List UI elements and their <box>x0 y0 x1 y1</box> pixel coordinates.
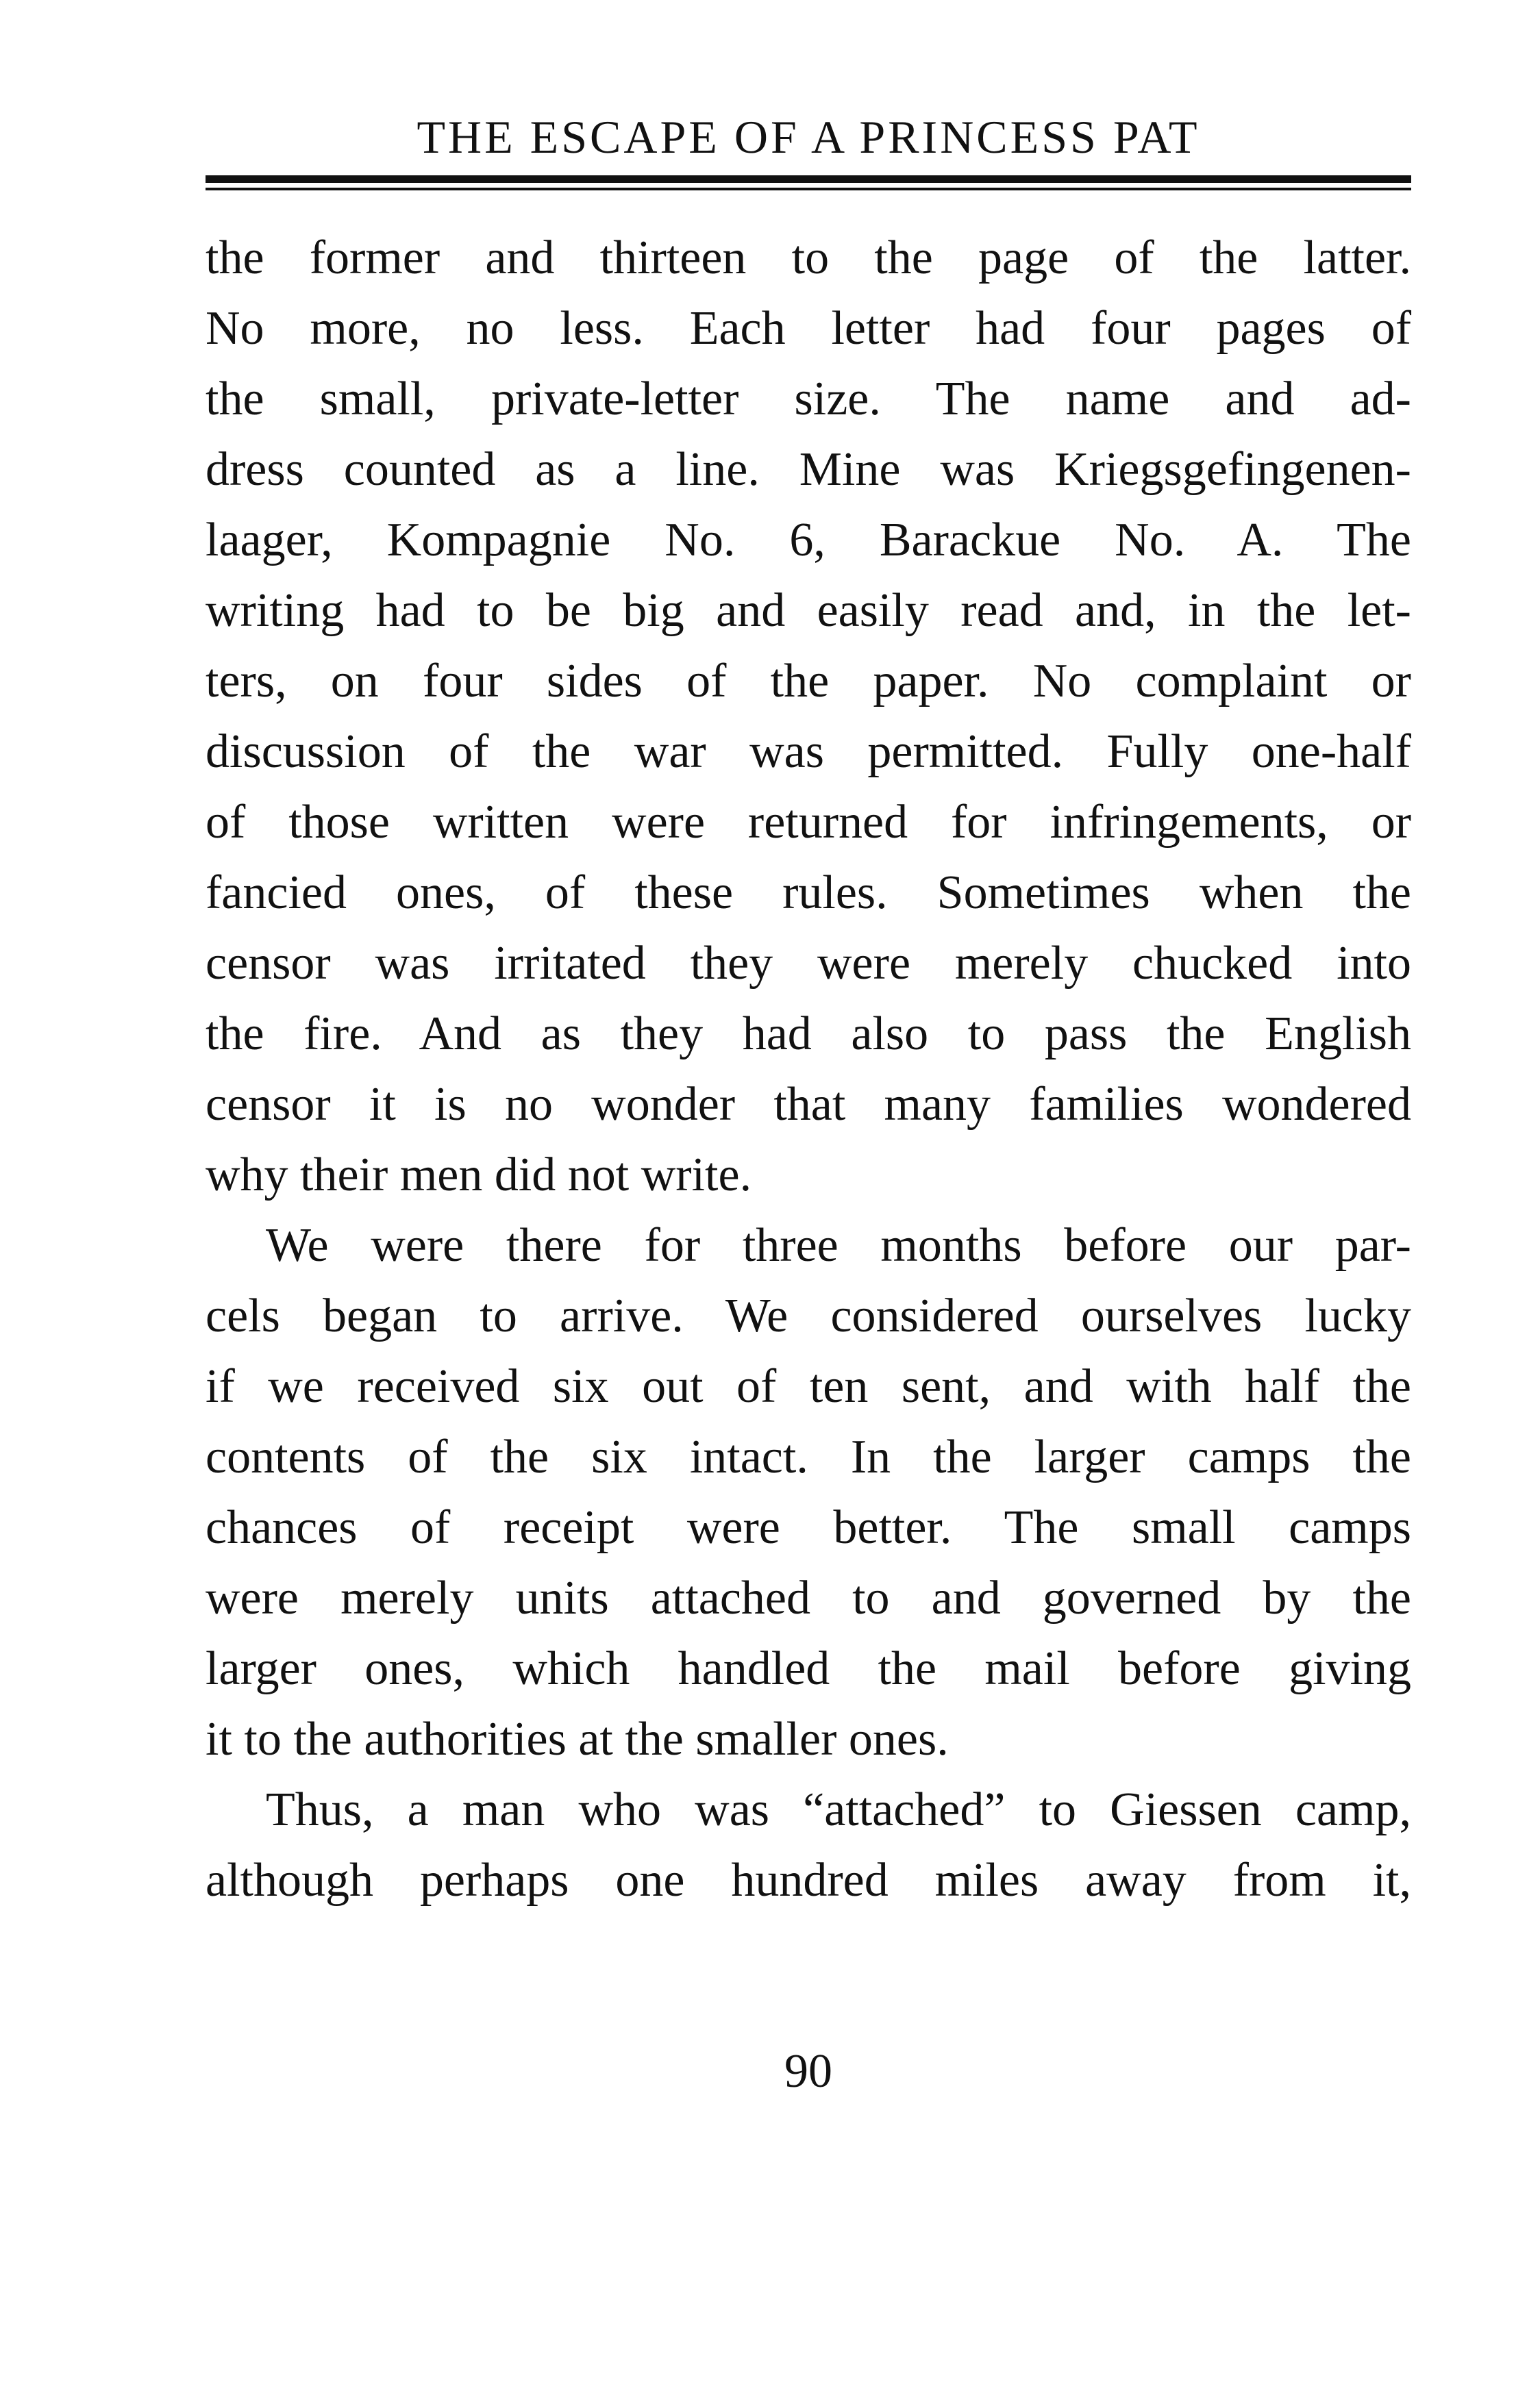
text-line: were merely units attached to and governed by the <box>206 1572 1411 1625</box>
header-rule-thin <box>206 188 1411 190</box>
text-line: dress counted as a line. Mine was Kriegsgefingenen- <box>206 443 1411 496</box>
header-rule-thick <box>206 175 1411 183</box>
text-line: censor it is no wonder that many families wondered <box>206 1078 1411 1131</box>
text-line: the former and thirteen to the page of the latter. <box>206 231 1411 284</box>
text-line: the small, private-letter size. The name and ad- <box>206 373 1411 425</box>
text-line: of those written were returned for infringements, or <box>206 796 1411 849</box>
text-line: cels began to arrive. We considered ourselves lucky <box>206 1290 1411 1342</box>
text-line: larger ones, which handled the mail before giving <box>206 1642 1411 1695</box>
body-text <box>206 223 1411 1916</box>
text-line: laager, Kompagnie No. 6, Barackue No. A. The <box>206 514 1411 566</box>
text-line: censor was irritated they were merely chucked into <box>206 937 1411 990</box>
text-line: We were there for three months before our par- <box>266 1219 1411 1272</box>
text-line: contents of the six intact. In the larger camps the <box>206 1431 1411 1483</box>
text-line: Thus, a man who was “attached” to Giessen camp, <box>266 1783 1411 1836</box>
text-line: if we received six out of ten sent, and with half the <box>206 1360 1411 1413</box>
text-line: chances of receipt were better. The small camps <box>206 1501 1411 1554</box>
text-line: it to the authorities at the smaller ones. <box>206 1713 949 1766</box>
text-line: writing had to be big and easily read and, in the let- <box>206 584 1411 637</box>
text-line: No more, no less. Each letter had four pages of <box>206 302 1411 355</box>
text-line: discussion of the war was permitted. Fully one-half <box>206 725 1411 778</box>
text-line: the fire. And as they had also to pass the English <box>206 1007 1411 1060</box>
text-line: fancied ones, of these rules. Sometimes when the <box>206 866 1411 919</box>
text-line: ters, on four sides of the paper. No complaint or <box>206 655 1411 707</box>
text-line: why their men did not write. <box>206 1149 752 1201</box>
text-line: although perhaps one hundred miles away from it, <box>206 1854 1411 1907</box>
running-head: THE ESCAPE OF A PRINCESS PAT <box>417 111 1200 163</box>
page-number: 90 <box>784 2045 832 2098</box>
